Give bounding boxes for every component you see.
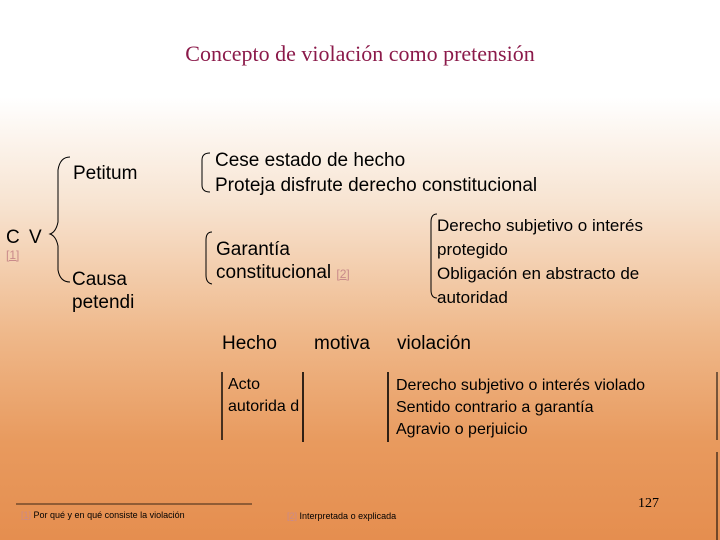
cese-estado-text: Cese estado de hecho [215,150,406,171]
violacion-label: violación [397,333,471,354]
proteja-disfrute-text: Proteja disfrute derecho constitucional [215,175,538,196]
footnote-2-mark[interactable]: [2] [287,511,298,521]
footnote-2-text: Interpretada o explicada [299,511,397,521]
left-brace [50,157,70,282]
autoridad-text: autoridad [437,288,508,307]
garantia-label: Garantía constitucional [216,239,332,283]
petitum-brace [202,153,210,192]
acto-autoridad-text: Acto autorida d [228,376,300,415]
cv-label: C V [6,227,44,248]
obligacion-text: Obligación en abstracto de [437,264,640,283]
garantia-text [216,238,376,286]
garantia-footnote-link[interactable]: [2] [336,267,350,281]
derecho-violado-text: Derecho subjetivo o interés violado [396,377,646,394]
protegido-text: protegido [437,240,508,259]
causa-petendi-label: Causa petendi [72,269,135,313]
sentido-contrario-text: Sentido contrario a garantía [396,399,594,416]
hecho-label: Hecho [222,333,277,354]
footnote-1 [21,510,185,520]
petitum-label: Petitum [73,163,138,184]
agravio-text: Agravio o perjuicio [396,421,528,438]
footnote-2 [287,511,396,521]
cv-footnote-link[interactable]: [1] [6,248,20,262]
footnote-1-mark[interactable]: [1] [21,510,32,520]
footnote-1-text: Por qué y en qué consiste la violación [33,510,185,520]
slide-title: Concepto de violación como pretensión [185,41,535,66]
derecho-subjetivo-text: Derecho subjetivo o interés [437,216,644,235]
garantia-brace [206,232,212,284]
page-number: 127 [638,496,659,511]
motiva-label: motiva [314,333,370,354]
